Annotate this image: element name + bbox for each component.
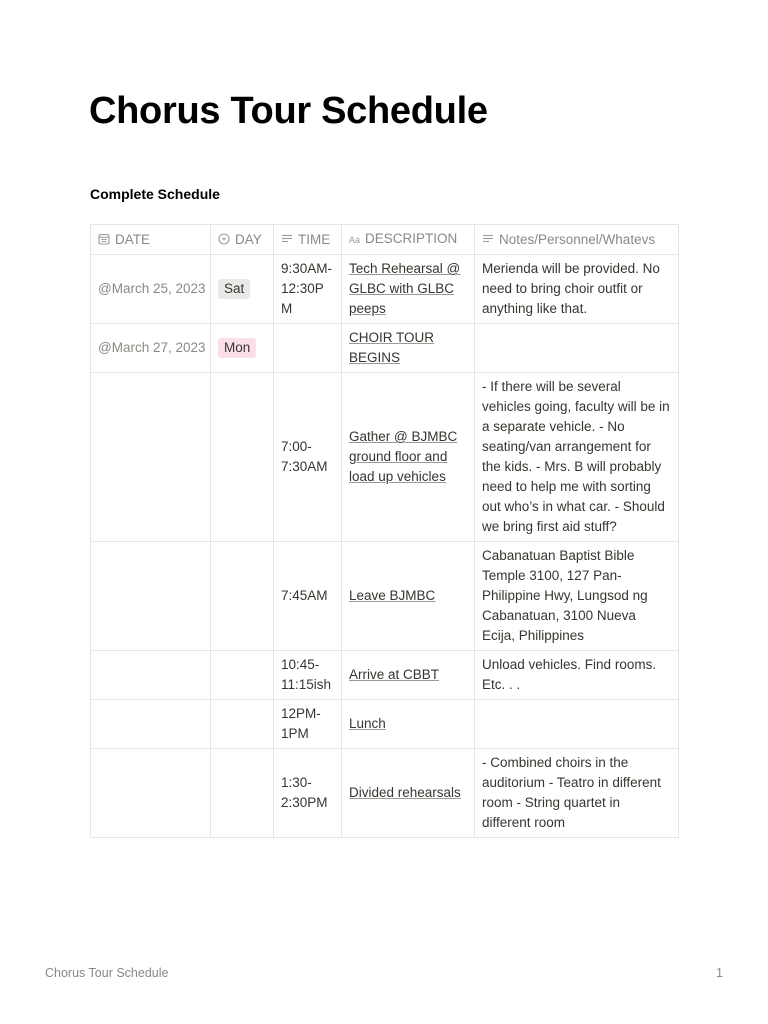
table-row bbox=[91, 749, 679, 838]
column-header-description-label: DESCRIPTION bbox=[365, 231, 458, 246]
column-header-description[interactable] bbox=[342, 225, 475, 255]
date-cell[interactable]: @March 25, 2023 bbox=[91, 255, 211, 324]
calendar-icon bbox=[98, 233, 110, 245]
select-icon bbox=[218, 233, 230, 245]
table-row bbox=[91, 651, 679, 700]
table-row bbox=[91, 373, 679, 542]
description-link[interactable]: Tech Rehearsal @ GLBC with GLBC peeps bbox=[349, 261, 461, 316]
description-link[interactable]: Lunch bbox=[349, 716, 386, 731]
description-link[interactable]: Gather @ BJMBC ground floor and load up vehicles bbox=[349, 429, 458, 484]
day-cell[interactable] bbox=[211, 324, 274, 373]
day-tag: Mon bbox=[218, 338, 256, 358]
time-cell[interactable]: 10:45-11:15ish bbox=[274, 651, 342, 700]
day-cell[interactable] bbox=[211, 749, 274, 838]
day-cell[interactable] bbox=[211, 542, 274, 651]
date-cell[interactable] bbox=[91, 542, 211, 651]
date-cell[interactable] bbox=[91, 373, 211, 542]
footer-document-name: Chorus Tour Schedule bbox=[45, 966, 169, 980]
day-cell[interactable] bbox=[211, 373, 274, 542]
table-header-row bbox=[91, 225, 679, 255]
description-link[interactable]: Leave BJMBC bbox=[349, 588, 436, 603]
column-header-time[interactable] bbox=[274, 225, 342, 255]
text-lines-icon bbox=[281, 233, 293, 245]
notes-cell[interactable]: Cabanatuan Baptist Bible Temple 3100, 127 Pan-Philippine Hwy, Lungsod ng Cabanatuan, 3100 Nueva Ecija, Philippines bbox=[475, 542, 679, 651]
description-cell[interactable] bbox=[342, 651, 475, 700]
table-row bbox=[91, 255, 679, 324]
notes-cell[interactable]: - Combined choirs in the auditorium - Teatro in different room - String quartet in different room bbox=[475, 749, 679, 838]
time-cell[interactable]: 9:30AM-12:30PM bbox=[274, 255, 342, 324]
notes-cell[interactable] bbox=[475, 700, 679, 749]
notes-cell[interactable]: Unload vehicles. Find rooms. Etc. . . bbox=[475, 651, 679, 700]
time-cell[interactable]: 7:45AM bbox=[274, 542, 342, 651]
column-header-notes-label: Notes/Personnel/Whatevs bbox=[499, 231, 656, 247]
column-header-time-label: TIME bbox=[298, 231, 331, 247]
time-cell[interactable]: 7:00-7:30AM bbox=[274, 373, 342, 542]
description-link[interactable]: Arrive at CBBT bbox=[349, 667, 440, 682]
schedule-table bbox=[90, 224, 679, 838]
description-cell[interactable] bbox=[342, 542, 475, 651]
column-header-notes[interactable] bbox=[475, 225, 679, 255]
column-header-date[interactable] bbox=[91, 225, 211, 255]
column-header-day-label: DAY bbox=[235, 231, 262, 247]
date-cell[interactable]: @March 27, 2023 bbox=[91, 324, 211, 373]
footer-page-number: 1 bbox=[716, 966, 723, 980]
day-tag: Sat bbox=[218, 279, 250, 299]
description-link[interactable]: Divided rehearsals bbox=[349, 785, 461, 800]
page-title: Chorus Tour Schedule bbox=[89, 90, 488, 132]
time-cell[interactable]: 1:30-2:30PM bbox=[274, 749, 342, 838]
notes-cell[interactable]: - If there will be several vehicles going, faculty will be in a separate vehicle. - No seating/van arrangement for the kids. - Mrs. B will probably need to help me with sorting out who’s in what car. - Should we bring first aid stuff? bbox=[475, 373, 679, 542]
description-cell[interactable] bbox=[342, 255, 475, 324]
date-cell[interactable] bbox=[91, 651, 211, 700]
day-cell[interactable] bbox=[211, 255, 274, 324]
description-cell[interactable] bbox=[342, 749, 475, 838]
column-header-date-label: DATE bbox=[115, 231, 151, 247]
column-header-day[interactable] bbox=[211, 225, 274, 255]
date-cell[interactable] bbox=[91, 749, 211, 838]
day-cell[interactable] bbox=[211, 700, 274, 749]
title-aa-icon: Aa bbox=[349, 235, 361, 245]
description-cell[interactable] bbox=[342, 373, 475, 542]
section-heading: Complete Schedule bbox=[90, 186, 220, 202]
description-cell[interactable] bbox=[342, 324, 475, 373]
description-link[interactable]: CHOIR TOUR BEGINS bbox=[349, 330, 435, 365]
text-lines-icon bbox=[482, 233, 494, 245]
table-row bbox=[91, 700, 679, 749]
time-cell[interactable] bbox=[274, 324, 342, 373]
day-cell[interactable] bbox=[211, 651, 274, 700]
notes-cell[interactable]: Merienda will be provided. No need to bring choir outfit or anything like that. bbox=[475, 255, 679, 324]
date-cell[interactable] bbox=[91, 700, 211, 749]
description-cell[interactable] bbox=[342, 700, 475, 749]
notes-cell[interactable] bbox=[475, 324, 679, 373]
table-row bbox=[91, 542, 679, 651]
table-row bbox=[91, 324, 679, 373]
time-cell[interactable]: 12PM-1PM bbox=[274, 700, 342, 749]
